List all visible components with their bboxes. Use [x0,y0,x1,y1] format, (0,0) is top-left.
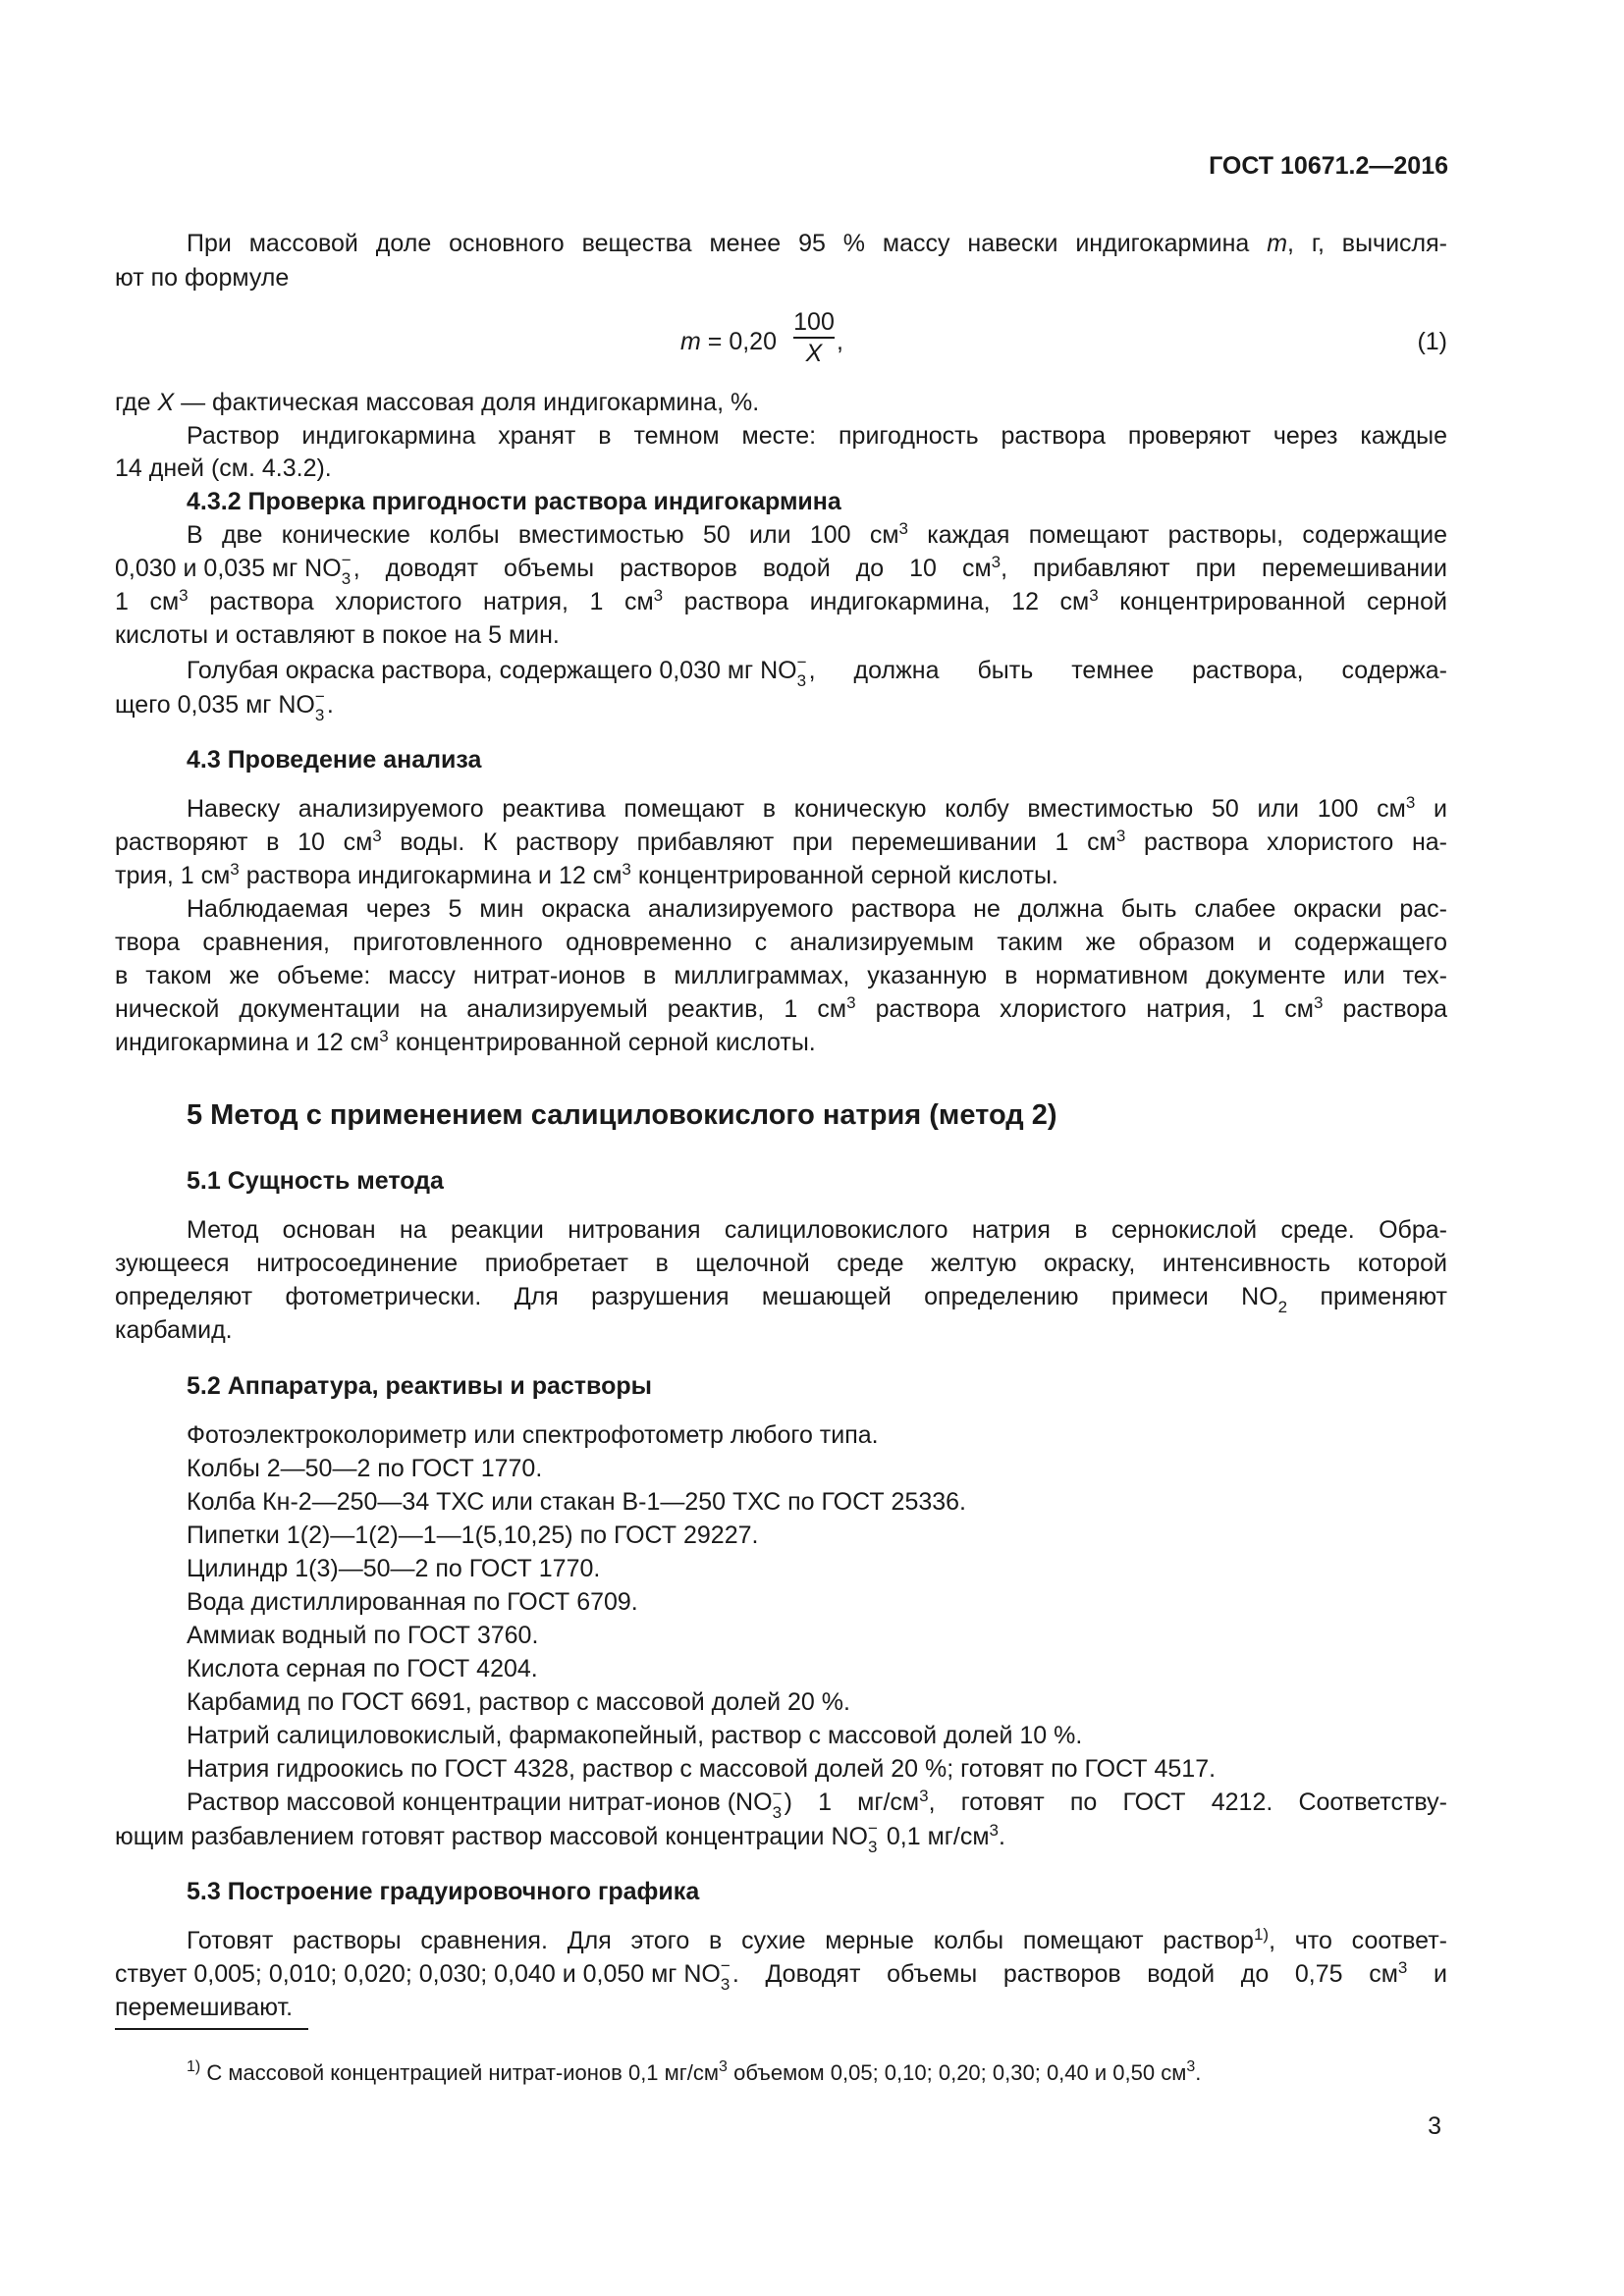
page-number: 3 [1428,2112,1441,2140]
paragraph-line: 14 дней (см. 4.3.2). [115,454,332,482]
document-header: ГОСТ 10671.2—2016 [1209,152,1448,180]
footnote-ref[interactable]: 1) [1253,1925,1270,1944]
list-item: Аммиак водный по ГОСТ 3760. [187,1622,539,1649]
paragraph-line: Раствор индигокармина хранят в темном месте: пригодность раствора проверяют через каждые [187,422,1447,450]
footnote-rule [115,2028,308,2030]
formula-lhs: m [680,328,701,355]
list-item: Колбы 2—50—2 по ГОСТ 1770. [187,1455,543,1482]
paragraph-line: индигокармина и 12 $см^3$ концентрированной серной кислоты. [115,1027,816,1056]
section-heading-5-1: 5.1 Сущность метода [187,1167,444,1195]
formula-number: (1) [1417,328,1447,355]
paragraph-line: 0,030 и 0,035 мг NO − 3 , доводят объемы растворов водой до 10 $см^3$, прибавляют при перемешивании [115,551,1447,588]
paragraph-line: Навеску анализируемого реактива помещают в коническую колбу вместимостью 50 или 100 $см^3$ и [187,793,1447,823]
paragraph-line: 1 $см^3$ раствора хлористого натрия, 1 $см^3$ раствора индигокармина, 12 $см^3$ концентрированной серной [115,586,1447,615]
paragraph-line: ют по формуле [115,264,290,292]
section-heading-5-3: 5.3 Построение градуировочного графика [187,1878,700,1905]
paragraph-line: щего 0,035 мг NO − 3 . [115,687,334,724]
list-item: Цилиндр 1(3)—50—2 по ГОСТ 1770. [187,1555,601,1582]
paragraph-line: ющим разбавлением готовят раствор массовой концентрации NO − 3 0,1 $мг/см^3$. [115,1819,1005,1856]
paragraph-line: нической документации на анализируемый реактив, 1 $см^3$ раствора хлористого натрия, 1 $см^3$ раствора [115,993,1448,1023]
paragraph-line: в таком же объеме: массу нитрат-ионов в миллиграммах, указанную в нормативном документе или тех- [115,962,1447,989]
paragraph-line: карбамид. [115,1316,233,1344]
paragraph-line: кислоты и оставляют в покое на 5 мин. [115,621,560,649]
paragraph-line: твора сравнения, приготовленного одновременно с анализируемым таким же образом и содержащего [115,929,1447,956]
list-item: Натрий салициловокислый, фармакопейный, раствор с массовой долей 10 %. [187,1722,1083,1749]
paragraph-line: зующееся нитросоединение приобретает в щелочной среде желтую окраску, интенсивность которой [115,1250,1447,1277]
section-heading-4-3: 4.3 Проведение анализа [187,746,482,774]
paragraph-line: трия, 1 $см^3$ раствора индигокармина и 12 $см^3$ концентрированной серной кислоты. [115,860,1058,889]
paragraph-line: Наблюдаемая через 5 мин окраска анализируемого раствора не должна быть слабее окраски рас- [187,895,1447,923]
list-item: Вода дистиллированная по ГОСТ 6709. [187,1588,638,1616]
list-item: Фотоэлектроколориметр или спектрофотометр любого типа. [187,1421,879,1449]
list-item: Натрия гидроокись по ГОСТ 4328, раствор с массовой долей 20 %; готовят по ГОСТ 4517. [187,1755,1217,1783]
paragraph-line: ствует 0,005; 0,010; 0,020; 0,030; 0,040 и 0,050 мг NO − 3 . Доводят объемы растворов водой до 0,75 $см^3$ и [115,1956,1447,1994]
fraction [791,308,837,367]
paragraph-line: Метод основан на реакции нитрования салициловокислого натрия в сернокислой среде. Обра- [187,1216,1447,1244]
paragraph-line: определяют фотометрически. Для разрушения мешающей определению примеси $NO_2$ применяют [115,1283,1447,1316]
list-item: Карбамид по ГОСТ 6691, раствор с массовой долей 20 %. [187,1688,850,1716]
section-heading-5-2: 5.2 Аппаратура, реактивы и растворы [187,1372,652,1400]
paragraph-line: растворяют в 10 $см^3$ воды. К раствору прибавляют при перемешивании 1 $см^3$ раствора хлористого на- [115,827,1447,856]
footnote: $^{1)}$ С массовой концентрацией нитрат-ионов 0,1 $мг/см^3$ объемом 0,05; 0,10; 0,20; 0,30; 0,40 и 0,50 $см^3$. [187,2058,1202,2085]
fraction-numerator: 100 [793,308,835,336]
section-heading-4-3-2: 4.3.2 Проверка пригодности раствора индигокармина [187,488,841,515]
list-item: Кислота серная по ГОСТ 4204. [187,1655,538,1682]
paragraph-line: перемешивают. [115,1994,294,2021]
list-item: Колба Кн-2—250—34 ТХС или стакан В-1—250 ТХС по ГОСТ 25336. [187,1488,967,1516]
paragraph-line: Голубая окраска раствора, содержащего 0,030 мг NO − 3 , должна быть темнее раствора, содержа- [187,653,1447,690]
paragraph-line: где X — фактическая массовая доля индигокармина, %. [115,389,760,416]
formula-comma: , [837,328,843,355]
paragraph-line: В две конические колбы вместимостью 50 или 100 $см^3$ каждая помещают растворы, содержащие [187,519,1447,549]
formula-eq: = 0,20 [707,328,777,355]
section-heading-5: 5 Метод с применением салициловокислого натрия (метод 2) [187,1099,1057,1131]
paragraph-line: Раствор массовой концентрации нитрат-ионов (NO − 3 ) 1 $мг/см^3$, готовят по ГОСТ 4212. Соответству- [187,1785,1447,1822]
fraction-denominator: X [805,340,823,367]
paragraph-line: Готовят растворы сравнения. Для этого в сухие мерные колбы помещают раствор$^{1)}$, что соответ- [187,1925,1447,1954]
paragraph-line: При массовой доле основного вещества менее 95 % массу навески индигокармина m, г, вычисля- [187,230,1447,257]
list-item: Пипетки 1(2)—1(2)—1—1(5,10,25) по ГОСТ 29227. [187,1522,759,1549]
